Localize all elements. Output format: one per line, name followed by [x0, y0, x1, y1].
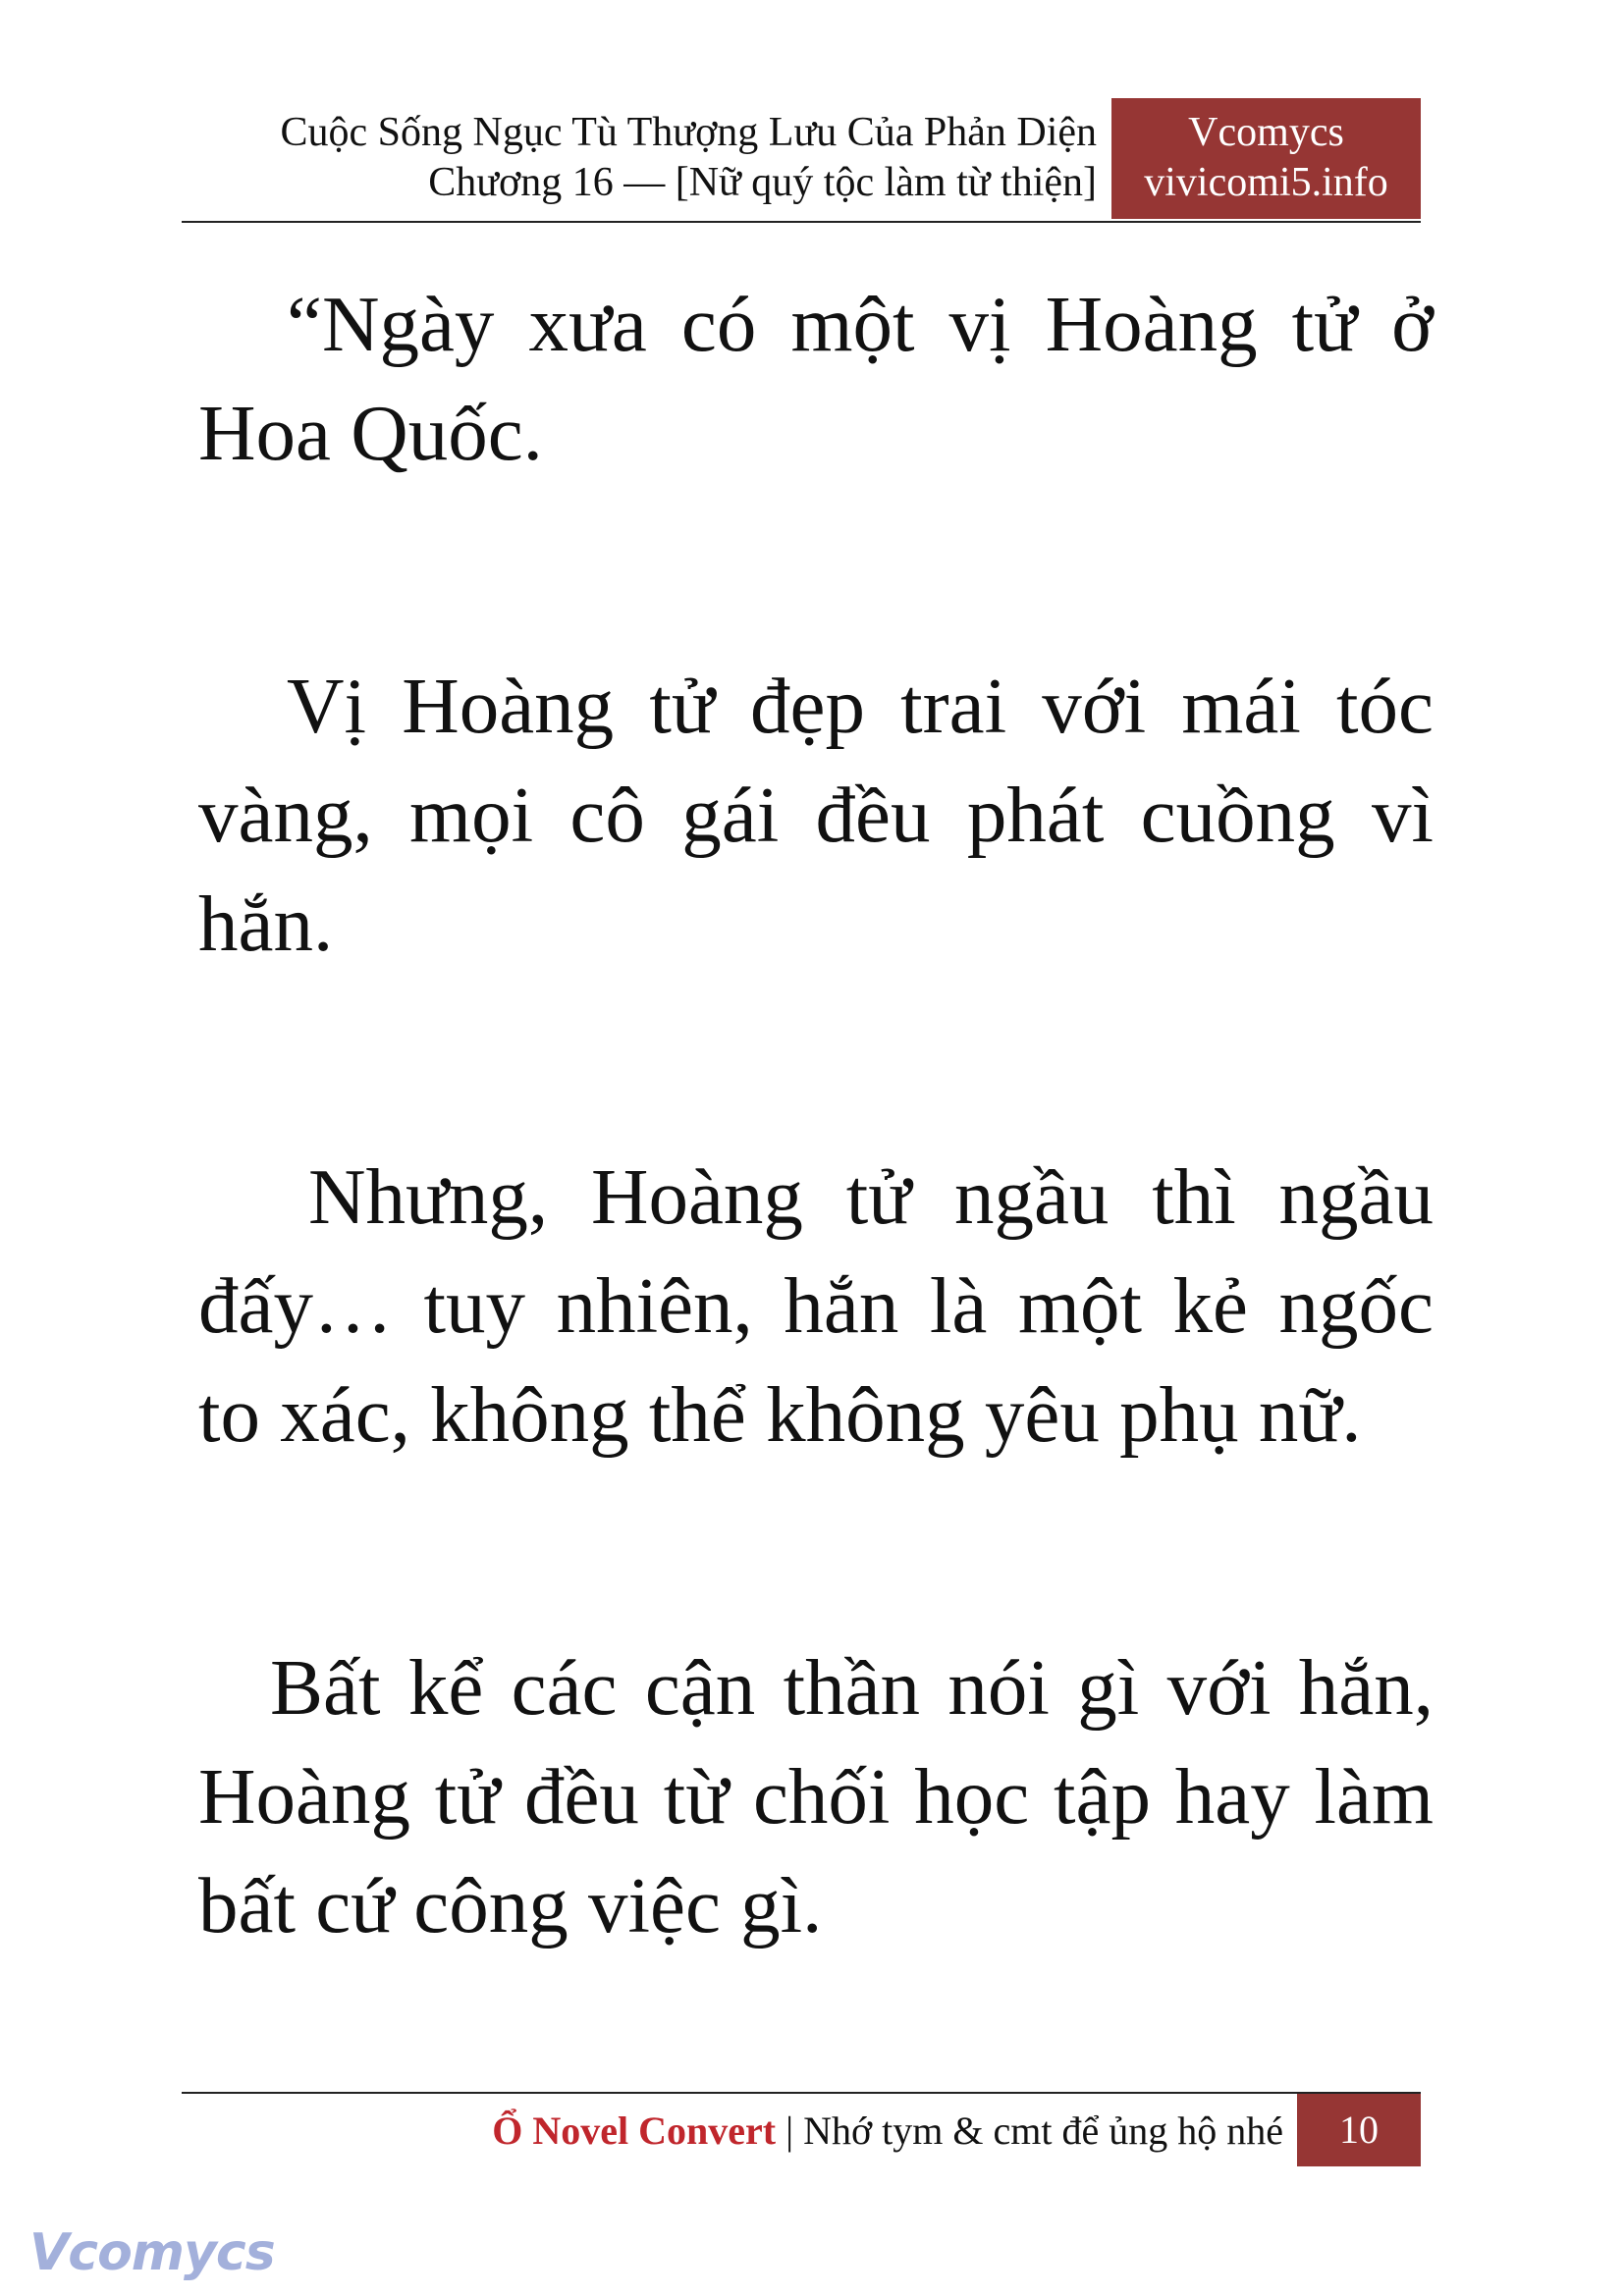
page-number: 10	[1297, 2094, 1421, 2166]
chapter-title: Chương 16 — [Nữ quý tộc làm từ thiện]	[428, 160, 1097, 205]
page-footer	[182, 2092, 1421, 2168]
watermark-logo: Vcomycs	[29, 2223, 275, 2282]
footer-brand: Ổ Novel Convert	[492, 2109, 777, 2153]
header-title	[281, 108, 1097, 208]
page-body	[198, 270, 1434, 2124]
novel-title: Cuộc Sống Ngục Tù Thượng Lưu Của Phản Diện	[280, 110, 1097, 155]
paragraph: Nhưng, Hoàng tử ngầu thì ngầu đấy… tuy nhiên, hắn là một kẻ ngốc to xác, không thể không yêu phụ nữ.	[198, 1152, 1434, 1459]
footer-separator: |	[776, 2109, 804, 2153]
footer-note: Nhớ tym & cmt để ủng hộ nhé	[803, 2109, 1283, 2153]
source-badge	[1111, 98, 1421, 219]
page-header	[182, 98, 1421, 223]
footer-text	[492, 2106, 1283, 2157]
source-name: Vcomycs	[1188, 110, 1344, 155]
paragraph: “Ngày xưa có một vị Hoàng tử ở Hoa Quốc.	[198, 280, 1434, 477]
paragraph: Bất kể các cận thần nói gì với hắn, Hoàng tử đều từ chối học tập hay làm bất cứ công việc gì.	[198, 1643, 1434, 1949]
source-url: vivicomi5.info	[1144, 160, 1388, 205]
paragraph: Vị Hoàng tử đẹp trai với mái tóc vàng, mọi cô gái đều phát cuồng vì hắn.	[198, 662, 1434, 968]
